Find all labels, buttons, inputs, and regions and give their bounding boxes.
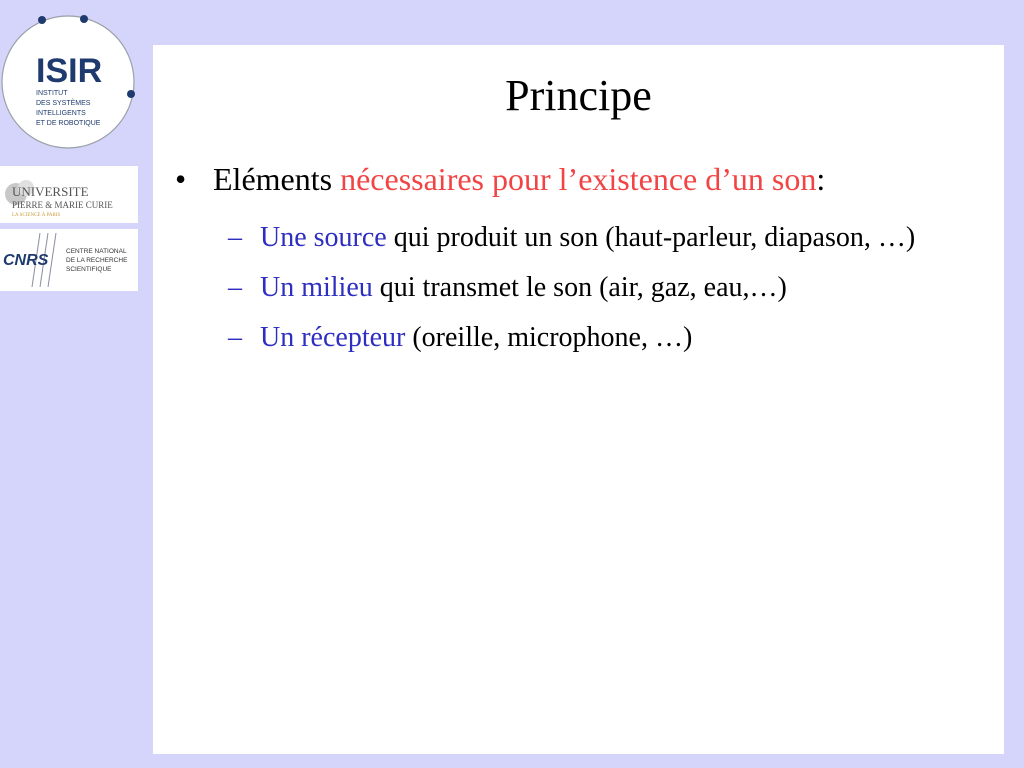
cnrs-wordmark: CNRS [3,252,49,269]
main-bullet [175,155,975,203]
isir-line-4: ET DE ROBOTIQUE [36,120,101,127]
cnrs-logo-graphic [0,229,138,291]
isir-wordmark: ISIR [36,52,103,90]
isir-logo-graphic [0,12,137,151]
upmc-logo [0,166,138,223]
upmc-logo-graphic [0,166,138,223]
upmc-line-1: UNIVERSITE [12,184,89,199]
sub-item-text: qui produit un son (haut-parleur, diapason, …) [386,222,916,253]
dash-icon: – [228,272,242,303]
sub-item-source [175,217,975,259]
main-bullet-prefix: Eléments [213,161,341,197]
main-bullet-suffix: : [816,161,826,197]
isir-line-1: INSTITUT [36,90,68,97]
sub-item-milieu [175,267,975,309]
upmc-line-3: LA SCIENCE À PARIS [12,213,61,218]
sub-item-highlight: Un milieu [260,272,373,303]
cnrs-logo [0,229,138,291]
isir-line-3: INTELLIGENTS [36,110,86,117]
bullet-icon: • [175,161,187,197]
slide-content [175,155,975,359]
cnrs-line-3: SCIENTIFIQUE [66,266,112,273]
sub-item-recepteur [175,317,975,359]
upmc-line-2: PIERRE & MARIE CURIE [12,200,113,210]
dash-icon: – [228,322,242,353]
sub-item-text: (oreille, microphone, …) [405,322,693,353]
slide-title: Principe [505,71,652,120]
sub-item-highlight: Une source [260,222,387,253]
isir-logo [0,12,137,151]
cnrs-line-2: DE LA RECHERCHE [66,257,128,264]
main-bullet-highlight: nécessaires pour l’existence d’un son [340,161,817,197]
cnrs-line-1: CENTRE NATIONAL [66,248,127,255]
dash-icon: – [228,222,242,253]
sub-item-text: qui transmet le son (air, gaz, eau,…) [372,272,787,303]
isir-line-2: DES SYSTÈMES [36,100,91,107]
sub-item-highlight: Un récepteur [260,322,406,353]
slide-panel [153,45,1004,754]
